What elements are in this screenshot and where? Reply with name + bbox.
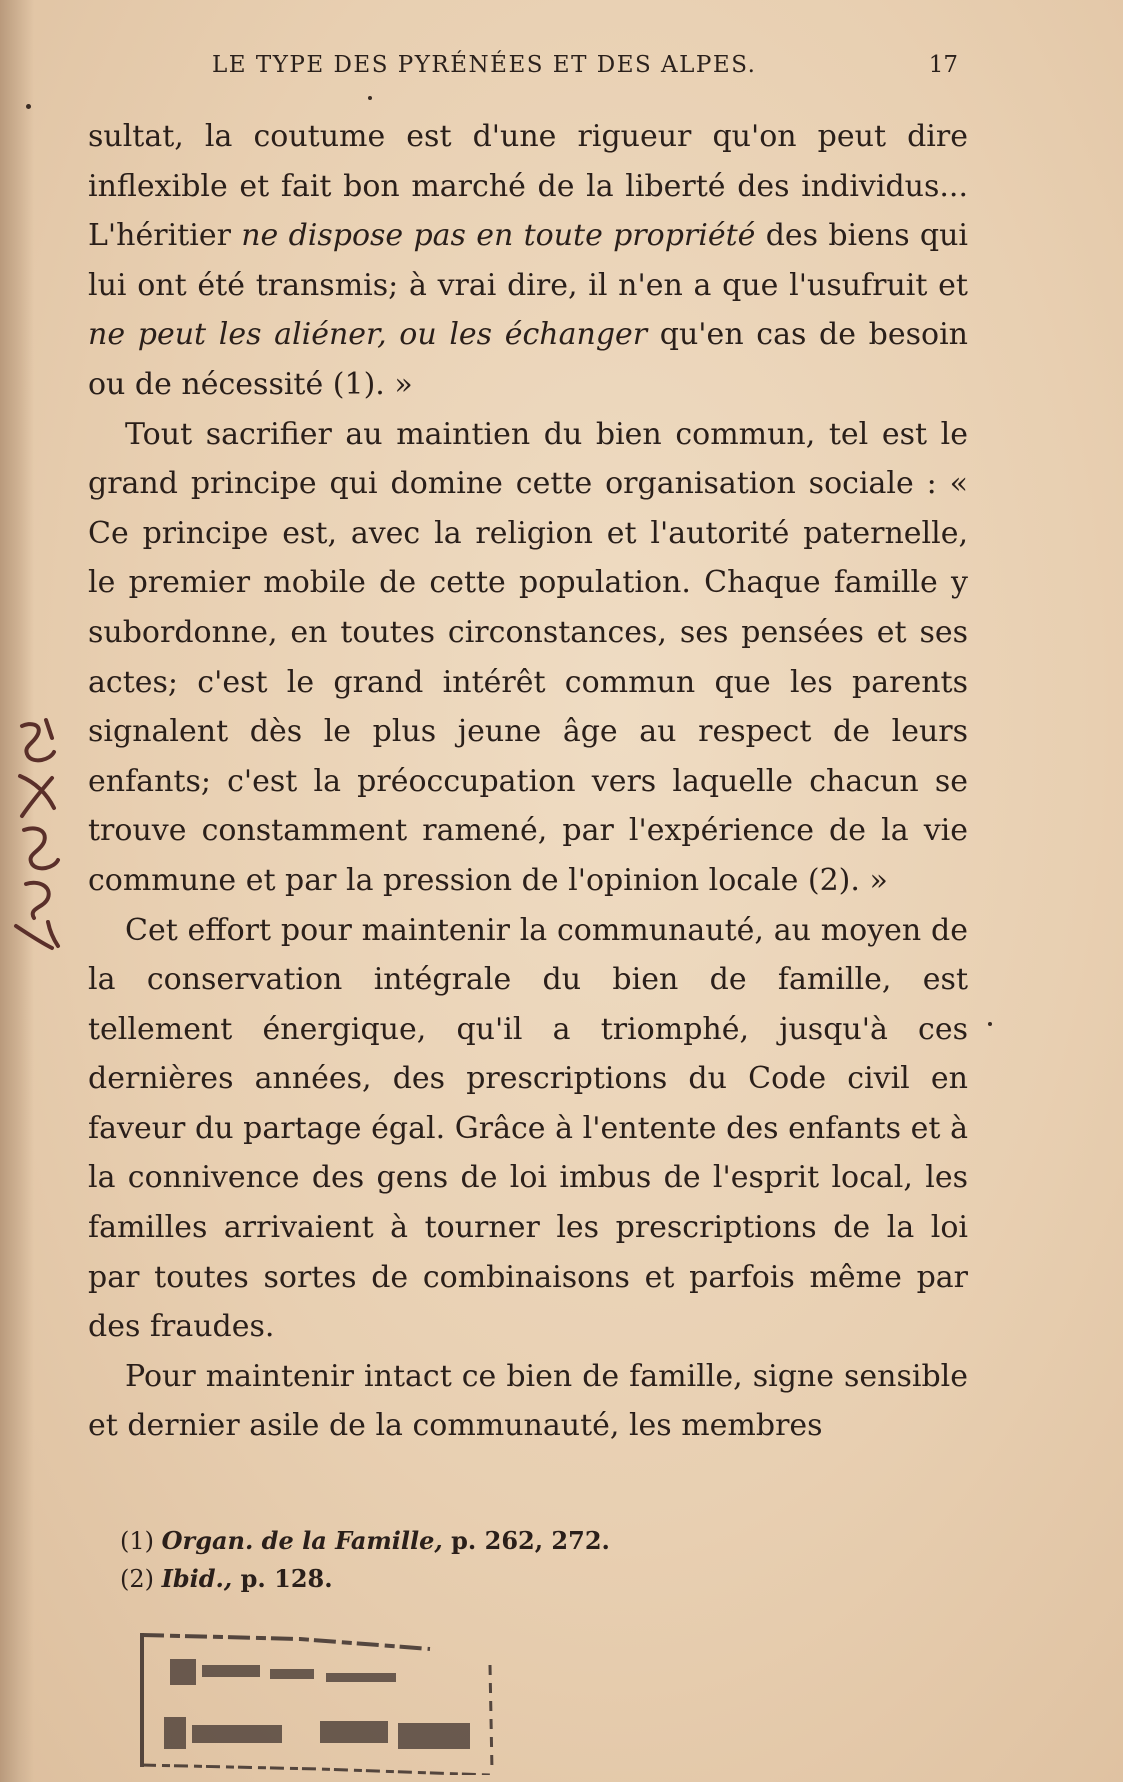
paragraph-1 (88, 112, 968, 410)
page-number: 17 (928, 52, 958, 78)
text-run: Pour maintenir intact ce bien de famille, signe sensible et dernier asile de la communauté, les membres (88, 1358, 968, 1444)
text-run: Cet effort pour maintenir la communauté, au moyen de la conservation intégrale du bien de famille, est tellement énergique, qu'il a triomphé, jusqu'à ces dernières années, des prescriptions du Code civil en faveur du partage égal. Grâce à l'entente des enfants et à la connivence des gens de loi imbus de l'esprit local, les familles arrivaient à tourner les prescriptions de la loi par toutes sortes de combinaisons et parfois même par des fraudes. (88, 912, 968, 1345)
footnote-reference: Organ. de la Famille, (161, 1526, 443, 1555)
paragraph-4 (88, 1352, 968, 1451)
footnote-2 (120, 1560, 940, 1598)
footnote-reference: Ibid., (161, 1564, 233, 1593)
footnote-number: (1) (120, 1527, 154, 1555)
footnote-number: (2) (120, 1565, 154, 1593)
footnotes (120, 1522, 940, 1598)
italic-text: ne dispose pas en toute propriété (241, 218, 756, 254)
text-run: des biens qui lui ont été transmis; à vrai dire, il n'en a que l'usufruit et (88, 218, 969, 303)
running-title: LE TYPE DES PYRÉNÉES ET DES ALPES. (212, 52, 757, 78)
text-run: sultat, la coutume est d'une rigueur qu'on peut dire inflexible et fait bon marché de la liberté des individus... L'héritier (88, 119, 968, 254)
running-head (88, 48, 968, 88)
footnote-pages: p. 128. (232, 1564, 333, 1593)
ink-speck (988, 1022, 992, 1026)
text-run: qu'en cas de besoin ou de nécessité (1). » (88, 317, 968, 402)
paragraph-3 (88, 906, 968, 1352)
ink-speck (26, 104, 31, 109)
paragraph-2 (88, 410, 968, 906)
ink-speck (368, 96, 372, 100)
text-run: Tout sacrifier au maintien du bien commun, tel est le grand principe qui domine cette organisation sociale : « Ce principe est, avec la religion et l'autorité paternelle, le premier mobile de cette population. Chaque famille y subordonne, en toutes circonstances, ses pensées et ses actes; c'est le grand intérêt commun que les parents signalent dès le plus jeune âge au respect de leurs enfants; c'est la préoccupation vers laquelle chacun se trouve constamment ramené, par l'expérience de la vie commune et par la pression de l'opinion locale (2). » (88, 416, 968, 898)
body-text (88, 112, 968, 1451)
footnote-1 (120, 1522, 940, 1560)
library-stamp-icon (130, 1625, 570, 1775)
italic-text: ne peut les aliéner, ou les échanger (88, 317, 648, 353)
handwritten-shelfmark-icon (8, 712, 88, 952)
footnote-pages: p. 262, 272. (442, 1526, 610, 1555)
